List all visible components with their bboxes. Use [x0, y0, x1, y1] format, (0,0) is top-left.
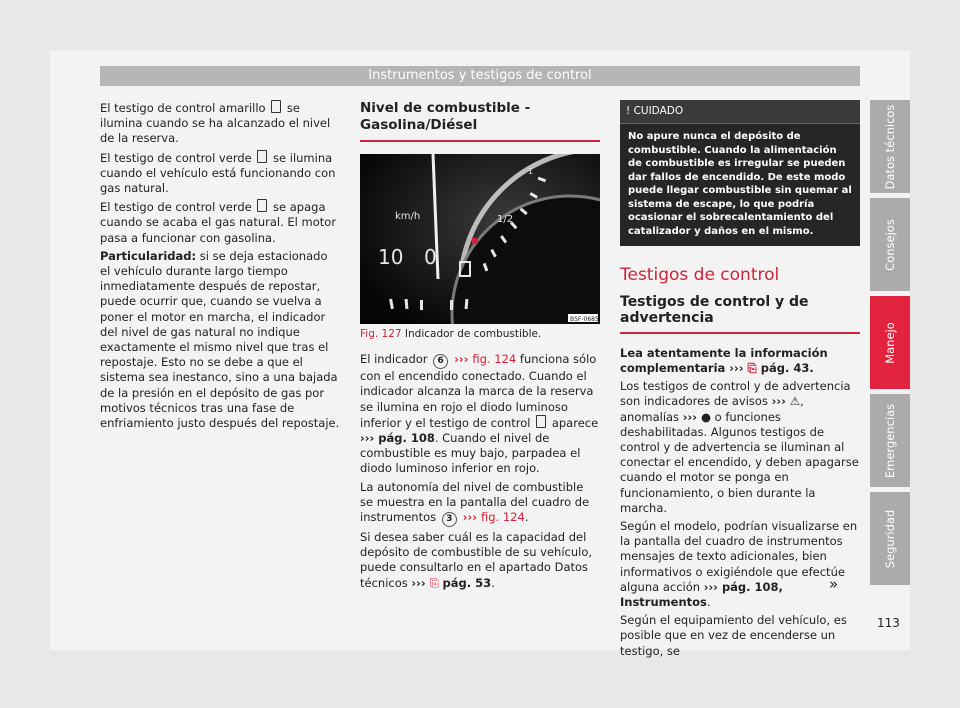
book-icon: ⎘	[747, 361, 761, 376]
paragraph: Según el equipamiento del vehículo, es posible que en vez de encenderse un testigo, se	[620, 613, 847, 658]
paragraph: Lea atentamente la información complementaria ››› ⎘ pág. 43.	[620, 345, 828, 376]
figure-link[interactable]: fig. 124	[472, 352, 517, 367]
paragraph: El testigo de control verde se apaga cuando se acaba el gas natural. El motor pasa a funcionar con gasolina.	[100, 200, 337, 245]
gauge-label-0: 0	[424, 245, 437, 269]
column-right	[620, 100, 860, 662]
page-link[interactable]: pág. 53	[442, 575, 492, 590]
gauge-label-kmh: km/h	[395, 211, 421, 222]
figure-link[interactable]: fig. 124	[481, 510, 525, 525]
caution-header: ! CUIDADO	[620, 100, 860, 124]
book-icon: ⎘	[429, 575, 443, 590]
tab-manejo[interactable]: Manejo	[870, 296, 910, 389]
tab-seguridad[interactable]: Seguridad	[870, 492, 910, 585]
heading-main: Testigos de control	[620, 265, 780, 286]
page-number: 113	[877, 616, 900, 630]
figure-code: B5F-0685	[570, 316, 599, 323]
gauge-label-10: 10	[378, 245, 404, 269]
paragraph: El indicador 6 ››› fig. 124 funciona sólo con el encendido conectado. Cuando el indicador alcanza la marca de la reserva se ilumina en rojo el diodo luminoso inferior y el testigo de control aparece ››› pág. 108. Cuando el nivel de combustible es muy bajo, parpadea el diodo luminoso inferior en rojo.	[360, 352, 599, 476]
gas-cylinder-icon	[257, 150, 267, 163]
paragraph: El testigo de control amarillo se ilumina cuando se ha alcanzado el nivel de la reserva.	[100, 101, 331, 146]
page-link[interactable]: pág. 43	[760, 361, 810, 376]
info-circle-icon: ●	[700, 409, 711, 424]
section-title: Nivel de combustible - Gasolina/Diésel	[360, 100, 600, 142]
paragraph: Los testigos de control y de advertencia son indicadores de avisos ››› ⚠, anomalías ››› ● o funciones deshabilitadas. Algunos testigos de control y de advertencia se iluminan al conectar el encendido, y deben apagarse cuando el motor se ponga en funcionamiento, o bien durante la marcha.	[620, 379, 859, 515]
page-link[interactable]: pág. 108	[378, 431, 435, 446]
column-middle	[360, 100, 600, 594]
column-left	[100, 100, 340, 434]
fuel-gauge-image	[360, 154, 600, 324]
paragraph: Particularidad: si se deja estacionado el vehículo durante largo tiempo inmediatamente después de repostar, puede ocurrir que, cuando se vuelva a poner el motor en marcha, el indicador del nivel de gas natural no indique exactamente el mismo nivel que tras el repostaje. Esto no se debe a que el sistema sea inestanco, sino a una bajada de la presión en el depósito de gas por motivos técnicos tras una fase de enfriamiento justo después del repostaje.	[100, 248, 340, 431]
heading-sub: Testigos de control y de advertencia	[620, 295, 860, 333]
chapter-header: Instrumentos y testigos de control	[100, 66, 860, 86]
page-link[interactable]: pág. 108, Instrumentos	[620, 579, 783, 610]
paragraph: Según el modelo, podrían visualizarse en la pantalla del cuadro de instrumentos mensajes de texto adicionales, bien informativos o exigiéndole que efectúe alguna acción ››› pág. 108, Instrumentos.	[620, 519, 858, 610]
warning-circle-icon: !	[626, 105, 631, 117]
warning-triangle-icon: ⚠	[789, 394, 801, 409]
figure-caption: Fig. 127 Indicador de combustible.	[360, 328, 542, 340]
continue-arrow: »	[829, 575, 839, 593]
fuel-pump-icon	[271, 100, 281, 113]
paragraph: El testigo de control verde se ilumina cuando el vehículo está funcionando con gas natural.	[100, 150, 336, 196]
callout-number: 6	[433, 354, 448, 369]
gas-cylinder-icon	[257, 199, 267, 212]
callout-number: 3	[442, 512, 457, 527]
caution-box	[620, 100, 860, 246]
paragraph: La autonomía del nivel de combustible se muestra en la pantalla del cuadro de instrumentos 3 ››› fig. 124.	[360, 480, 600, 527]
fuel-pump-icon	[536, 415, 546, 428]
gauge-label-half: 1/2	[497, 214, 514, 225]
reserve-led	[472, 238, 478, 244]
tab-datos-tecnicos[interactable]: Datos técnicos	[870, 100, 910, 193]
tab-emergencias[interactable]: Emergencias	[870, 394, 910, 487]
caution-text: No apure nunca el depósito de combustible. Cuando la alimentación de combustible es irregular se pueden dar fallos de encendido. De este modo puede llegar combustible sin quemar al sistema de escape, lo que podría ocasionar el sobrecalentamiento del catalizador y daños en el mismo.	[628, 131, 852, 237]
paragraph: Si desea saber cuál es la capacidad del depósito de combustible de su vehículo, puede consultarlo en el apartado Datos técnicos ››› ⎘ pág. 53.	[360, 530, 593, 590]
tab-consejos[interactable]: Consejos	[870, 198, 910, 291]
gauge-label-full: 1	[528, 167, 534, 176]
fuel-gauge-figure	[360, 154, 600, 324]
